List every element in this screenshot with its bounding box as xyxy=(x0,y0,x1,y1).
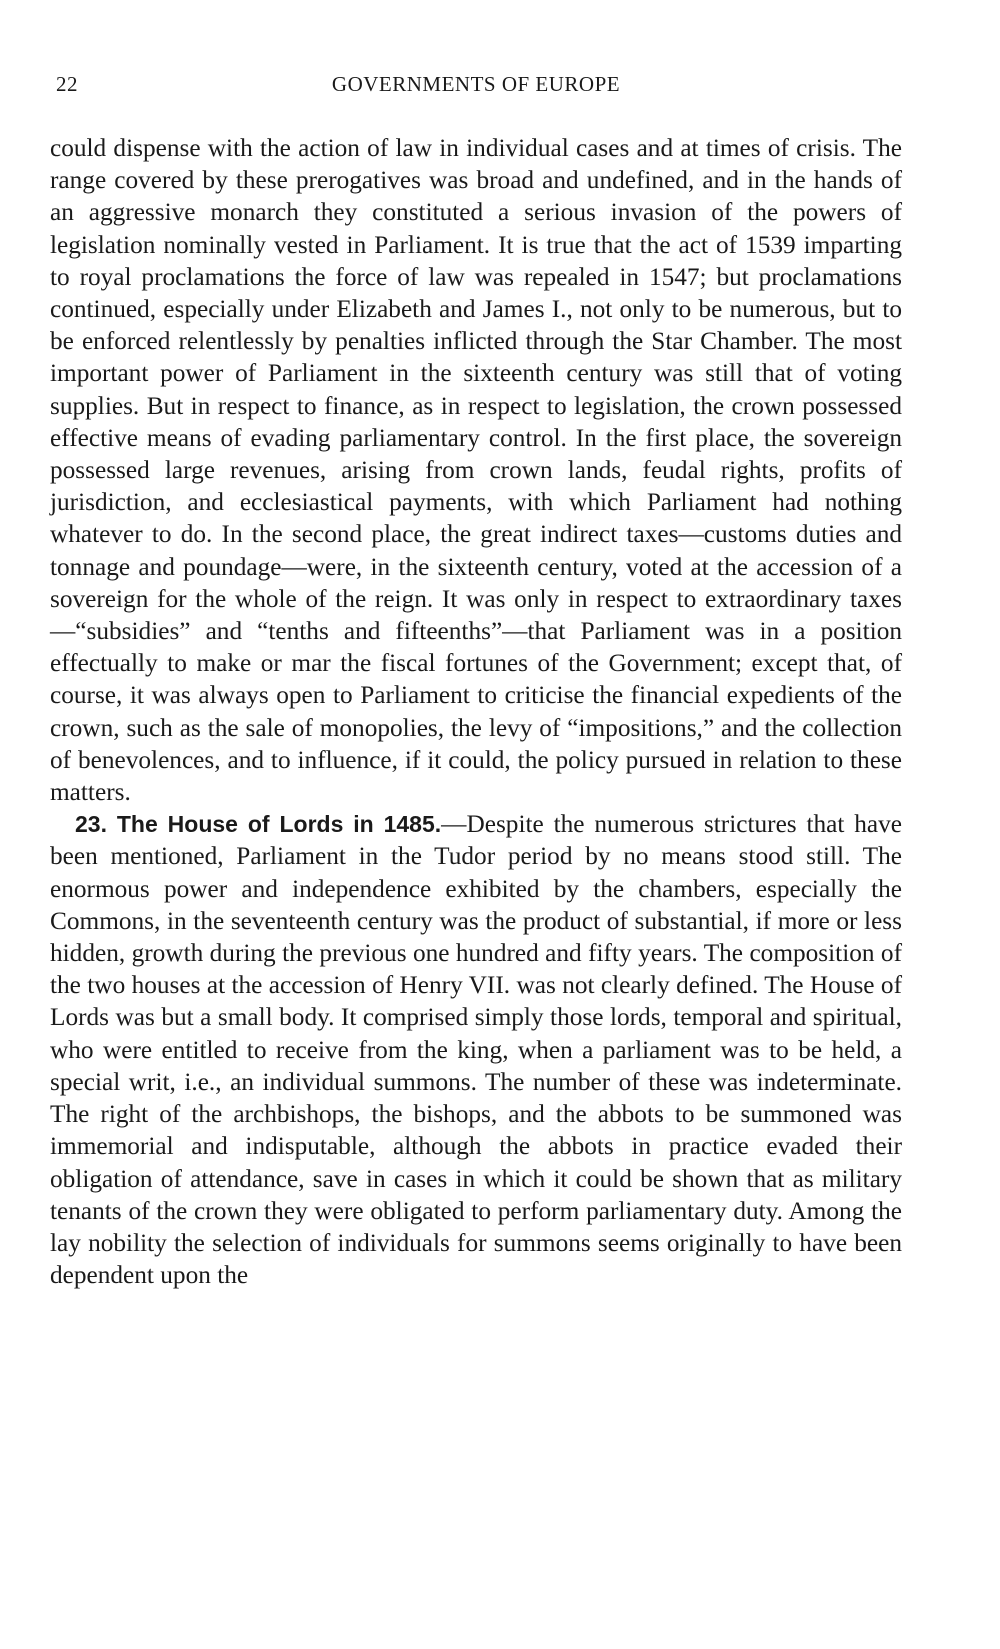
paragraph-prerogatives: could dispense with the action of law in individual cases and at times of crisis. The range covered by these prerogatives was broad and undefined, and in the hands of an aggressive monarch they constituted a serious invasion of the powers of legislation nominally vested in Parliament. It is true that the act of 1539 imparting to royal proclamations the force of law was repealed in 1547; but proclamations continued, especially under Elizabeth and James I., not only to be numerous, but to be enforced relentlessly by penalties inflicted through the Star Chamber. The most important power of Parliament in the sixteenth century was still that of voting supplies. But in respect to finance, as in respect to legislation, the crown possessed effective means of evading parliamentary control. In the first place, the sovereign possessed large revenues, arising from crown lands, feudal rights, profits of jurisdiction, and ecclesiastical payments, with which Parliament had nothing whatever to do. In the second place, the great indirect taxes—customs duties and tonnage and poundage—were, in the sixteenth century, voted at the accession of a sovereign for the whole of the reign. It was only in respect to extraordinary taxes—“subsidies” and “tenths and fifteenths”—that Parliament was in a position effectually to make or mar the fiscal fortunes of the Government; except that, of course, it was always open to Parliament to criticise the financial expedients of the crown, such as the sale of monopolies, the levy of “impositions,” and the collection of benevolences, and to influence, if it could, the policy pursued in relation to these matters. xyxy=(50,134,902,807)
running-title: GOVERNMENTS OF EUROPE xyxy=(331,72,621,96)
paragraph-house-of-lords-text: —Despite the numerous strictures that have been mentioned, Parliament in the Tudor period by no means stood still. The enormous power and independence exhibited by the chambers, especially the Commons, in the seventeenth century was the product of substantial, if more or less hidden, growth during the previous one hundred and fifty years. The composition of the two houses at the accession of Henry VII. was not clearly defined. The House of Lords was but a small body. It comprised simply those lords, temporal and spiritual, who were entitled to receive from the king, when a parliament was to be held, a special writ, i.e., an individual summons. The number of these was indeterminate. The right of the archbishops, the bishops, and the abbots to be summoned was immemorial and indisputable, although the abbots in practice evaded their obligation of attendance, save in cases in which it could be shown that as military tenants of the crown they were obligated to perform parliamentary duty. Among the lay nobility the selection of individuals for summons seems originally to have been dependent upon the xyxy=(50,810,903,1290)
book-page xyxy=(50,72,902,1291)
section-heading: 23. The House of Lords in 1485. xyxy=(75,811,442,838)
paragraph-house-of-lords xyxy=(50,808,902,1291)
body-text xyxy=(50,132,902,1291)
page-number: 22 xyxy=(56,72,78,96)
running-head xyxy=(50,72,902,106)
